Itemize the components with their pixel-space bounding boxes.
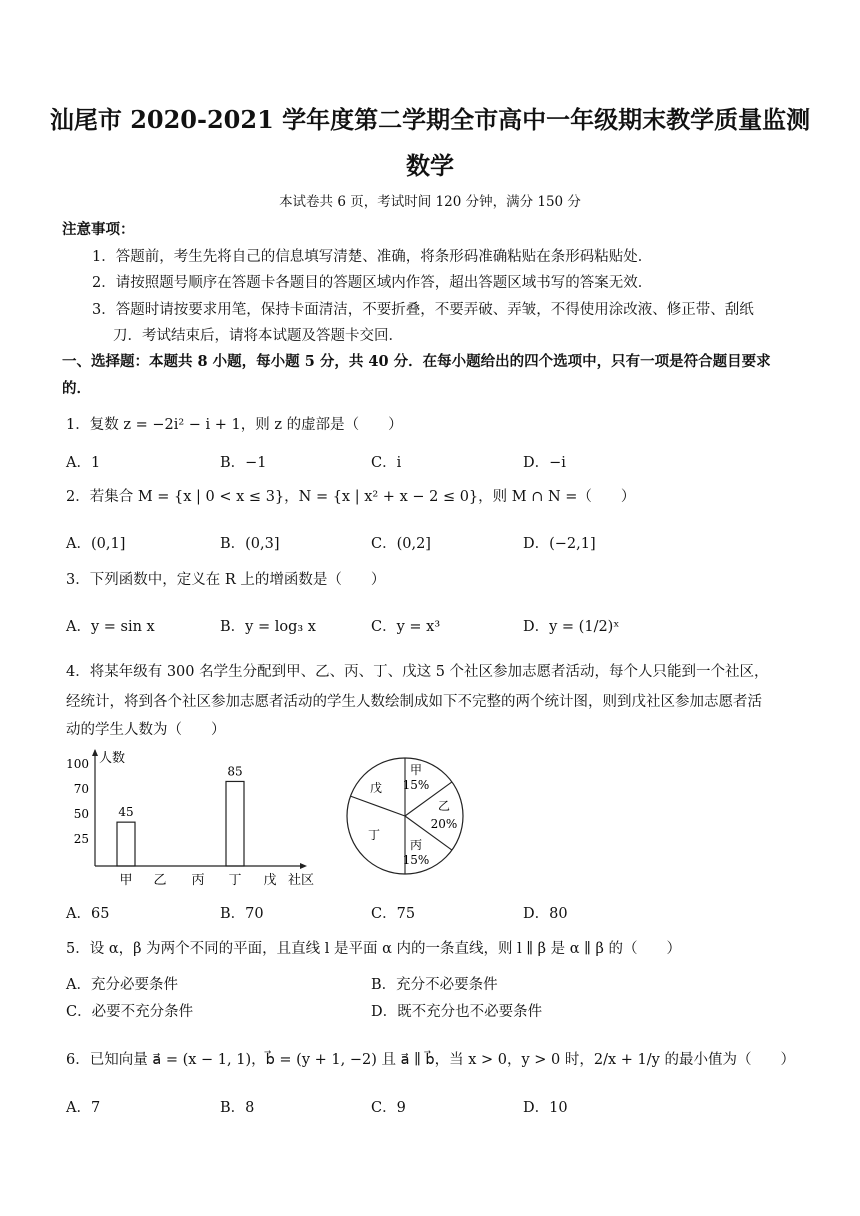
q6-option-b: B．8 [220,1100,255,1116]
pie-slice-label: 丙 [409,838,423,852]
pie-slice-label: 戊 [369,781,383,795]
y-tick-label: 50 [73,807,89,821]
q2-option-a: A．(0,1] [66,536,126,552]
q2-option-c: C．(0,2] [371,536,431,552]
pie-slice-value: 20% [430,817,458,831]
q1-option-c: C．i [371,455,402,471]
q6-option-a: A．7 [66,1100,101,1116]
section-heading-cont: 的． [62,380,91,397]
bar [117,822,135,866]
q6-option-c: C．9 [371,1100,406,1116]
pie-slice-label: 乙 [437,799,451,813]
q6-option-d: D．10 [523,1100,568,1116]
exam-title: 汕尾市 2020-2021 学年度第二学期全市高中一年级期末教学质量监测 [49,105,811,134]
question-1-stem: 1．复数 z = −2i² − i + 1，则 z 的虚部是（ ） [66,417,403,433]
notes-heading: 注意事项： [62,221,135,238]
q4-option-c: C．75 [371,906,416,922]
q1-option-b: B．−1 [220,455,267,471]
x-axis-arrow [300,863,307,869]
bar-chart [60,742,330,892]
q1-option-a: A．1 [66,455,101,471]
q1-option-d: D．−i [523,455,566,471]
y-tick-label: 25 [73,832,89,846]
q3-option-b: B．y = log₃ x [220,619,316,635]
question-6-stem: 6．已知向量 a⃗ = (x − 1, 1)，b⃗ = (y + 1, −2) 且 a⃗ ∥ b⃗，当 x > 0，y > 0 时，2/x + 1/y 的最小值为（ ） [66,1052,795,1068]
note-item: 3．答题时请按要求用笔，保持卡面清洁，不要折叠，不要弄破、弄皱，不得使用涂改液、修正带、刮纸 [92,302,754,318]
y-tick-label: 100 [66,757,89,771]
q2-option-d: D．(−2,1] [523,536,596,552]
q4-option-b: B．70 [220,906,264,922]
y-axis-label: 人数 [99,751,126,766]
x-axis-label: 社区 [288,873,315,888]
x-tick-label: 丙 [191,873,205,888]
x-tick-label: 戊 [263,873,277,888]
note-item: 刀．考试结束后，请将本试题及答题卡交回． [113,328,403,344]
pie-chart [340,752,470,882]
q3-option-a: A．y = sin x [66,619,155,635]
q4-option-a: A．65 [66,906,110,922]
bar-data-label: 85 [227,764,243,779]
x-tick-label: 丁 [228,873,242,888]
bar-data-label: 45 [118,805,134,820]
pie-slice-label: 甲 [409,763,423,777]
note-item: 1．答题前，考生先将自己的信息填写清楚、准确，将条形码准确粘贴在条形码粘贴处． [92,249,653,265]
q2-option-b: B．(0,3] [220,536,280,552]
q5-option-b: B．充分不必要条件 [371,977,498,993]
question-2-stem: 2．若集合 M = {x | 0 < x ≤ 3}，N = {x | x² + x − 2 ≤ 0}，则 M ∩ N =（ ） [66,489,636,505]
section-heading: 一、选择题：本题共 8 小题，每小题 5 分，共 40 分．在每小题给出的四个选项中，只有一项是符合题目要求 [62,353,771,370]
bar [226,781,244,866]
q5-option-a: A．充分必要条件 [66,977,178,993]
exam-info: 本试卷共 6 页，考试时间 120 分钟，满分 150 分 [279,194,581,210]
question-4-stem: 4．将某年级有 300 名学生分配到甲、乙、丙、丁、戊这 5 个社区参加志愿者活动，每个人只能到一个社区， [66,664,769,680]
y-axis-arrow [92,749,98,756]
x-tick-label: 乙 [153,873,167,888]
subject-title: 数学 [406,151,454,180]
question-3-stem: 3．下列函数中，定义在 R 上的增函数是（ ） [66,572,386,588]
pie-slice-value: 15% [402,853,430,867]
pie-slice-boundary [350,796,405,816]
y-tick-label: 70 [73,782,89,796]
pie-slice-value: 15% [402,778,430,792]
q3-option-c: C．y = x³ [371,619,441,635]
q3-option-d: D．y = (1/2)ˣ [523,619,620,635]
q4-option-d: D．80 [523,906,568,922]
pie-slice-label: 丁 [367,828,381,842]
x-tick-label: 甲 [119,873,133,888]
question-5-stem: 5．设 α，β 为两个不同的平面，且直线 l 是平面 α 内的一条直线，则 l ∥ β 是 α ∥ β 的（ ） [66,941,681,957]
question-4-stem: 动的学生人数为（ ） [66,722,226,738]
note-item: 2．请按照题号顺序在答题卡各题目的答题区域内作答，超出答题区域书写的答案无效． [92,275,653,291]
q5-option-d: D．既不充分也不必要条件 [371,1004,543,1020]
q5-option-c: C．必要不充分条件 [66,1004,194,1020]
question-4-stem: 经统计，将到各个社区参加志愿者活动的学生人数绘制成如下不完整的两个统计图，则到戊社区参加志愿者活 [66,694,762,710]
